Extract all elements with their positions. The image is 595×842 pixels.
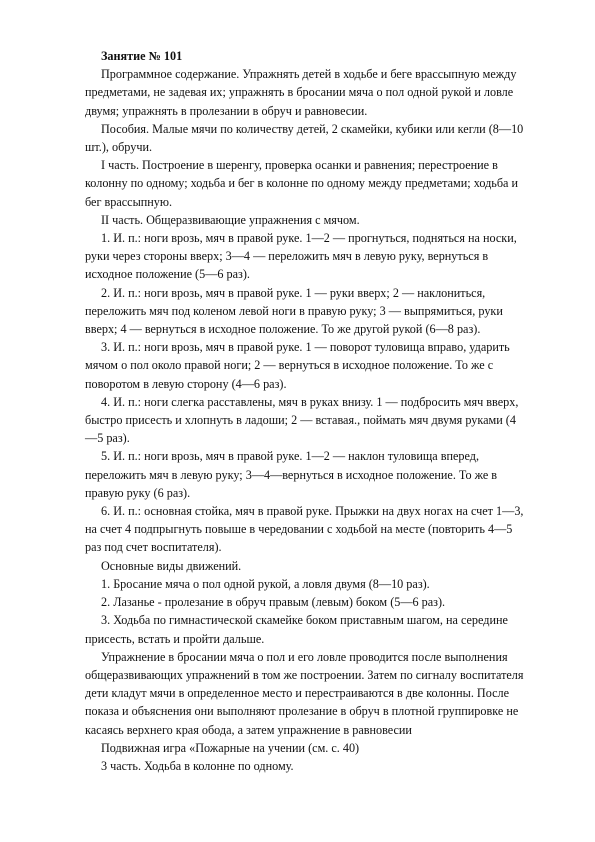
- paragraph-part-three: 3 часть. Ходьба в колонне по одному.: [101, 758, 294, 773]
- main-movements-heading: Основные виды движений.: [101, 558, 242, 573]
- paragraph-materials: Пособия. Малые мячи по количеству детей, 2 скамейки, кубики или кегли (8—10 шт.), обручи.: [85, 121, 524, 155]
- movement-2: 2. Лазанье - пролезание в обруч правым (левым) боком (5—6 раз).: [101, 595, 446, 610]
- paragraph-game: Подвижная игра «Пожарные на учении (см. с. 40): [101, 740, 360, 755]
- exercise-2: 2. И. п.: ноги врозь, мяч в правой руке. 1 — руки вверх; 2 — наклониться, переложить мяч под коленом левой ноги в правую руку; 3 — выпрямиться, руки вверх; 4 — вернуться в исходное положение. То же другой рукой (6—8 раз).: [85, 285, 503, 337]
- movement-3: 3. Ходьба по гимнастической скамейке боком приставным шагом, на середине присесть, встать и пройти дальше.: [85, 613, 508, 646]
- exercise-4: 4. И. п.: ноги слегка расставлены, мяч в руках внизу. 1 — подбросить мяч вверх, быстро присесть и хлопнуть в ладоши; 2 — вставая., поймать мяч двумя руками (4—5 раз).: [85, 394, 519, 446]
- exercise-6: 6. И. п.: основная стойка, мяч в правой руке. Прыжки на двух ногах на счет 1—3, на счет 4 подпрыгнуть повыше в чередовании с ходьбой на месте (повторить 4—5 раз под счет воспитателя).: [85, 504, 524, 555]
- exercise-1: 1. И. п.: ноги врозь, мяч в правой руке. 1—2 — прогнуться, подняться на носки, руки через стороны вверх; 3—4 — переложить мяч в левую руку, вернуться в исходное положение (5—6 раз).: [85, 231, 517, 282]
- paragraph-part-two: II часть. Общеразвивающие упражнения с мячом.: [101, 212, 360, 227]
- movement-1: 1. Бросание мяча о пол одной рукой, а ловля двумя (8—10 раз).: [101, 576, 430, 591]
- paragraph-exercise-description: Упражнение в бросании мяча о пол и его ловле проводится после выполнения общеразвивающих упражнений в том же построении. Затем по сигналу воспитателя дети кладут мячи в определенное место и перестраиваются в две колонны. После показа и объяснения они выполняют пролезание в обруч в плотной группировке не касаясь верхнего края обода, а затем упражнение в равновесии: [85, 649, 524, 737]
- paragraph-part-one: I часть. Построение в шеренгу, проверка осанки и равнения; перестроение в колонну по одному; ходьба и бег в колонне по одному между предметами; ходьба и бег врассыпную.: [85, 158, 519, 209]
- paragraph-program-content: Программное содержание. Упражнять детей в ходьбе и беге врассыпную между предметами, не задевая их; упражнять в бросании мяча о пол одной рукой и ловле двумя; упражнять в пролезании в обруч и равновесии.: [85, 67, 517, 118]
- exercise-5: 5. И. п.: ноги врозь, мяч в правой руке. 1—2 — наклон туловища вперед, переложить мяч в левую руку; 3—4—вернуться в исходное положение. То же в правую руку (6 раз).: [85, 449, 498, 500]
- exercise-3: 3. И. п.: ноги врозь, мяч в правой руке. 1 — поворот туловища вправо, ударить мячом о пол около правой ноги; 2 — вернуться в исходное положение. То же с поворотом в левую сторону (4—6 раз).: [85, 340, 510, 391]
- lesson-title: Занятие № 101: [101, 49, 183, 63]
